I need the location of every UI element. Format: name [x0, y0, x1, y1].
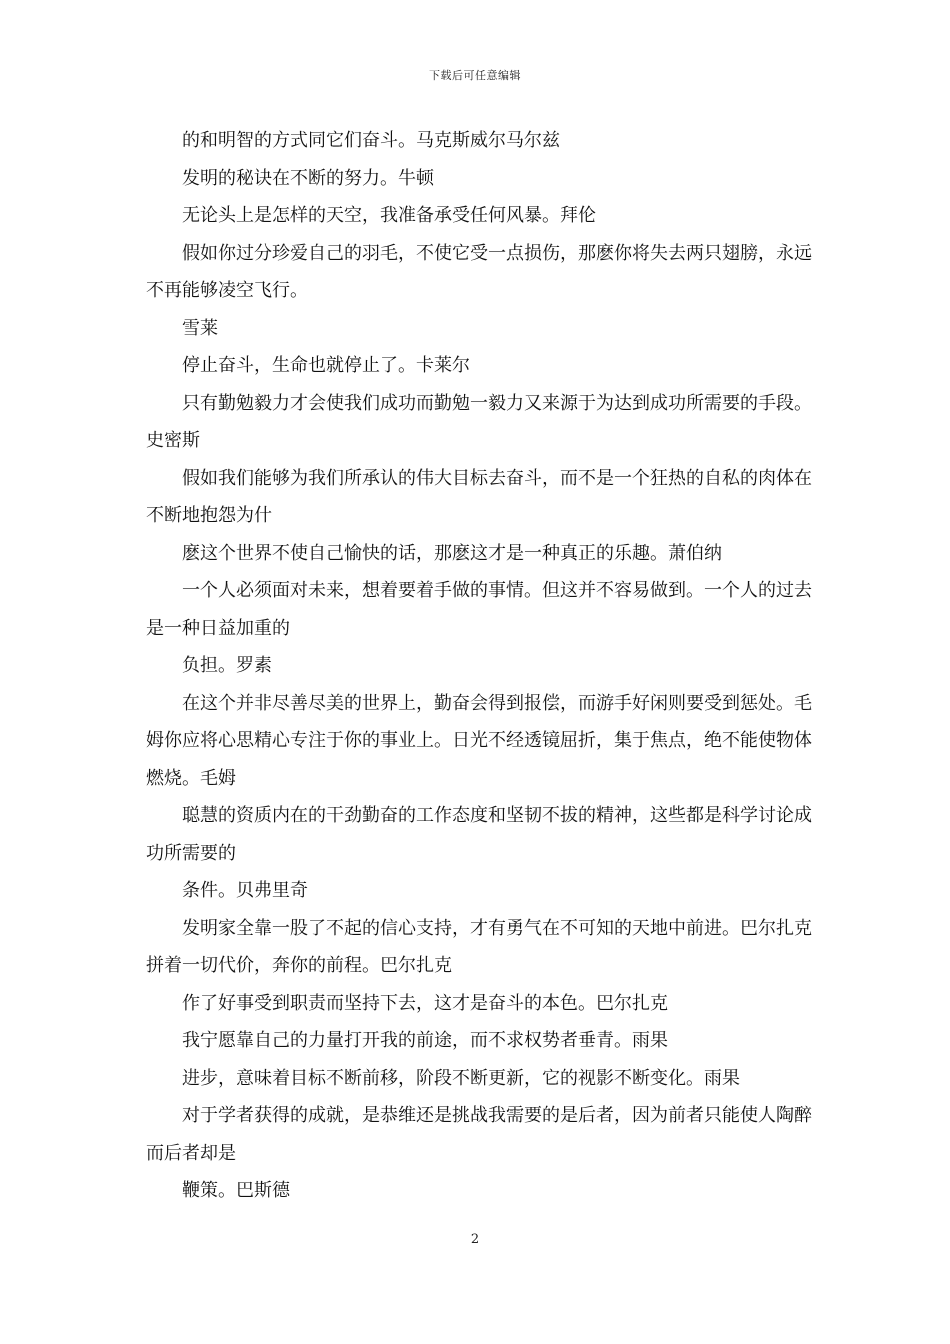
- paragraph: 条件。贝弗里奇: [182, 880, 308, 901]
- page-number: 2: [470, 1232, 480, 1247]
- paragraph: 假如你过分珍爱自己的羽毛，不使它受一点损伤，那麽你将失去两只翅膀，永远不再能够凌空飞行。: [146, 242, 812, 301]
- paragraph: 发明的秘诀在不断的努力。牛顿: [182, 167, 434, 189]
- paragraph: 的和明智的方式同它们奋斗。马克斯威尔马尔兹: [182, 130, 560, 151]
- paragraph: 雪莱: [182, 317, 218, 339]
- page-header: 下载后可任意编辑: [429, 69, 521, 82]
- paragraph: 鞭策。巴斯德: [182, 1180, 290, 1201]
- paragraph: 只有勤勉毅力才会使我们成功而勤勉一毅力又来源于为达到成功所需要的手段。史密斯: [146, 392, 812, 451]
- paragraph: 我宁愿靠自己的力量打开我的前途，而不求权势者垂青。雨果: [182, 1030, 668, 1051]
- paragraph: 无论头上是怎样的天空，我准备承受任何风暴。拜伦: [182, 205, 596, 226]
- paragraph: 一个人必须面对未来，想着要着手做的事情。但这并不容易做到。一个人的过去是一种日益加重的: [146, 580, 812, 639]
- body-text: [146, 122, 814, 1210]
- paragraph: 假如我们能够为我们所承认的伟大目标去奋斗，而不是一个狂热的自私的肉体在不断地抱怨为什: [146, 467, 812, 526]
- paragraph: 发明家全靠一股了不起的信心支持，才有勇气在不可知的天地中前进。巴尔扎克拼着一切代价，奔你的前程。巴尔扎克: [146, 917, 812, 976]
- paragraph: 对于学者获得的成就，是恭维还是挑战我需要的是后者，因为前者只能使人陶醉而后者却是: [146, 1105, 812, 1164]
- paragraph: 进步，意味着目标不断前移，阶段不断更新，它的视影不断变化。雨果: [182, 1067, 740, 1089]
- paragraph: 停止奋斗，生命也就停止了。卡莱尔: [182, 355, 470, 376]
- paragraph: 麽这个世界不使自己愉快的话，那麽这才是一种真正的乐趣。萧伯纳: [182, 542, 722, 564]
- paragraph: 在这个并非尽善尽美的世界上，勤奋会得到报偿，而游手好闲则要受到惩处。毛姆你应将心思精心专注于你的事业上。日光不经透镜屈折，集于焦点，绝不能使物体燃烧。毛姆: [146, 692, 812, 789]
- paragraph: 聪慧的资质内在的干劲勤奋的工作态度和坚韧不拔的精神，这些都是科学讨论成功所需要的: [146, 805, 812, 864]
- paragraph: 作了好事受到职责而坚持下去，这才是奋斗的本色。巴尔扎克: [182, 992, 668, 1014]
- paragraph: 负担。罗素: [182, 655, 272, 676]
